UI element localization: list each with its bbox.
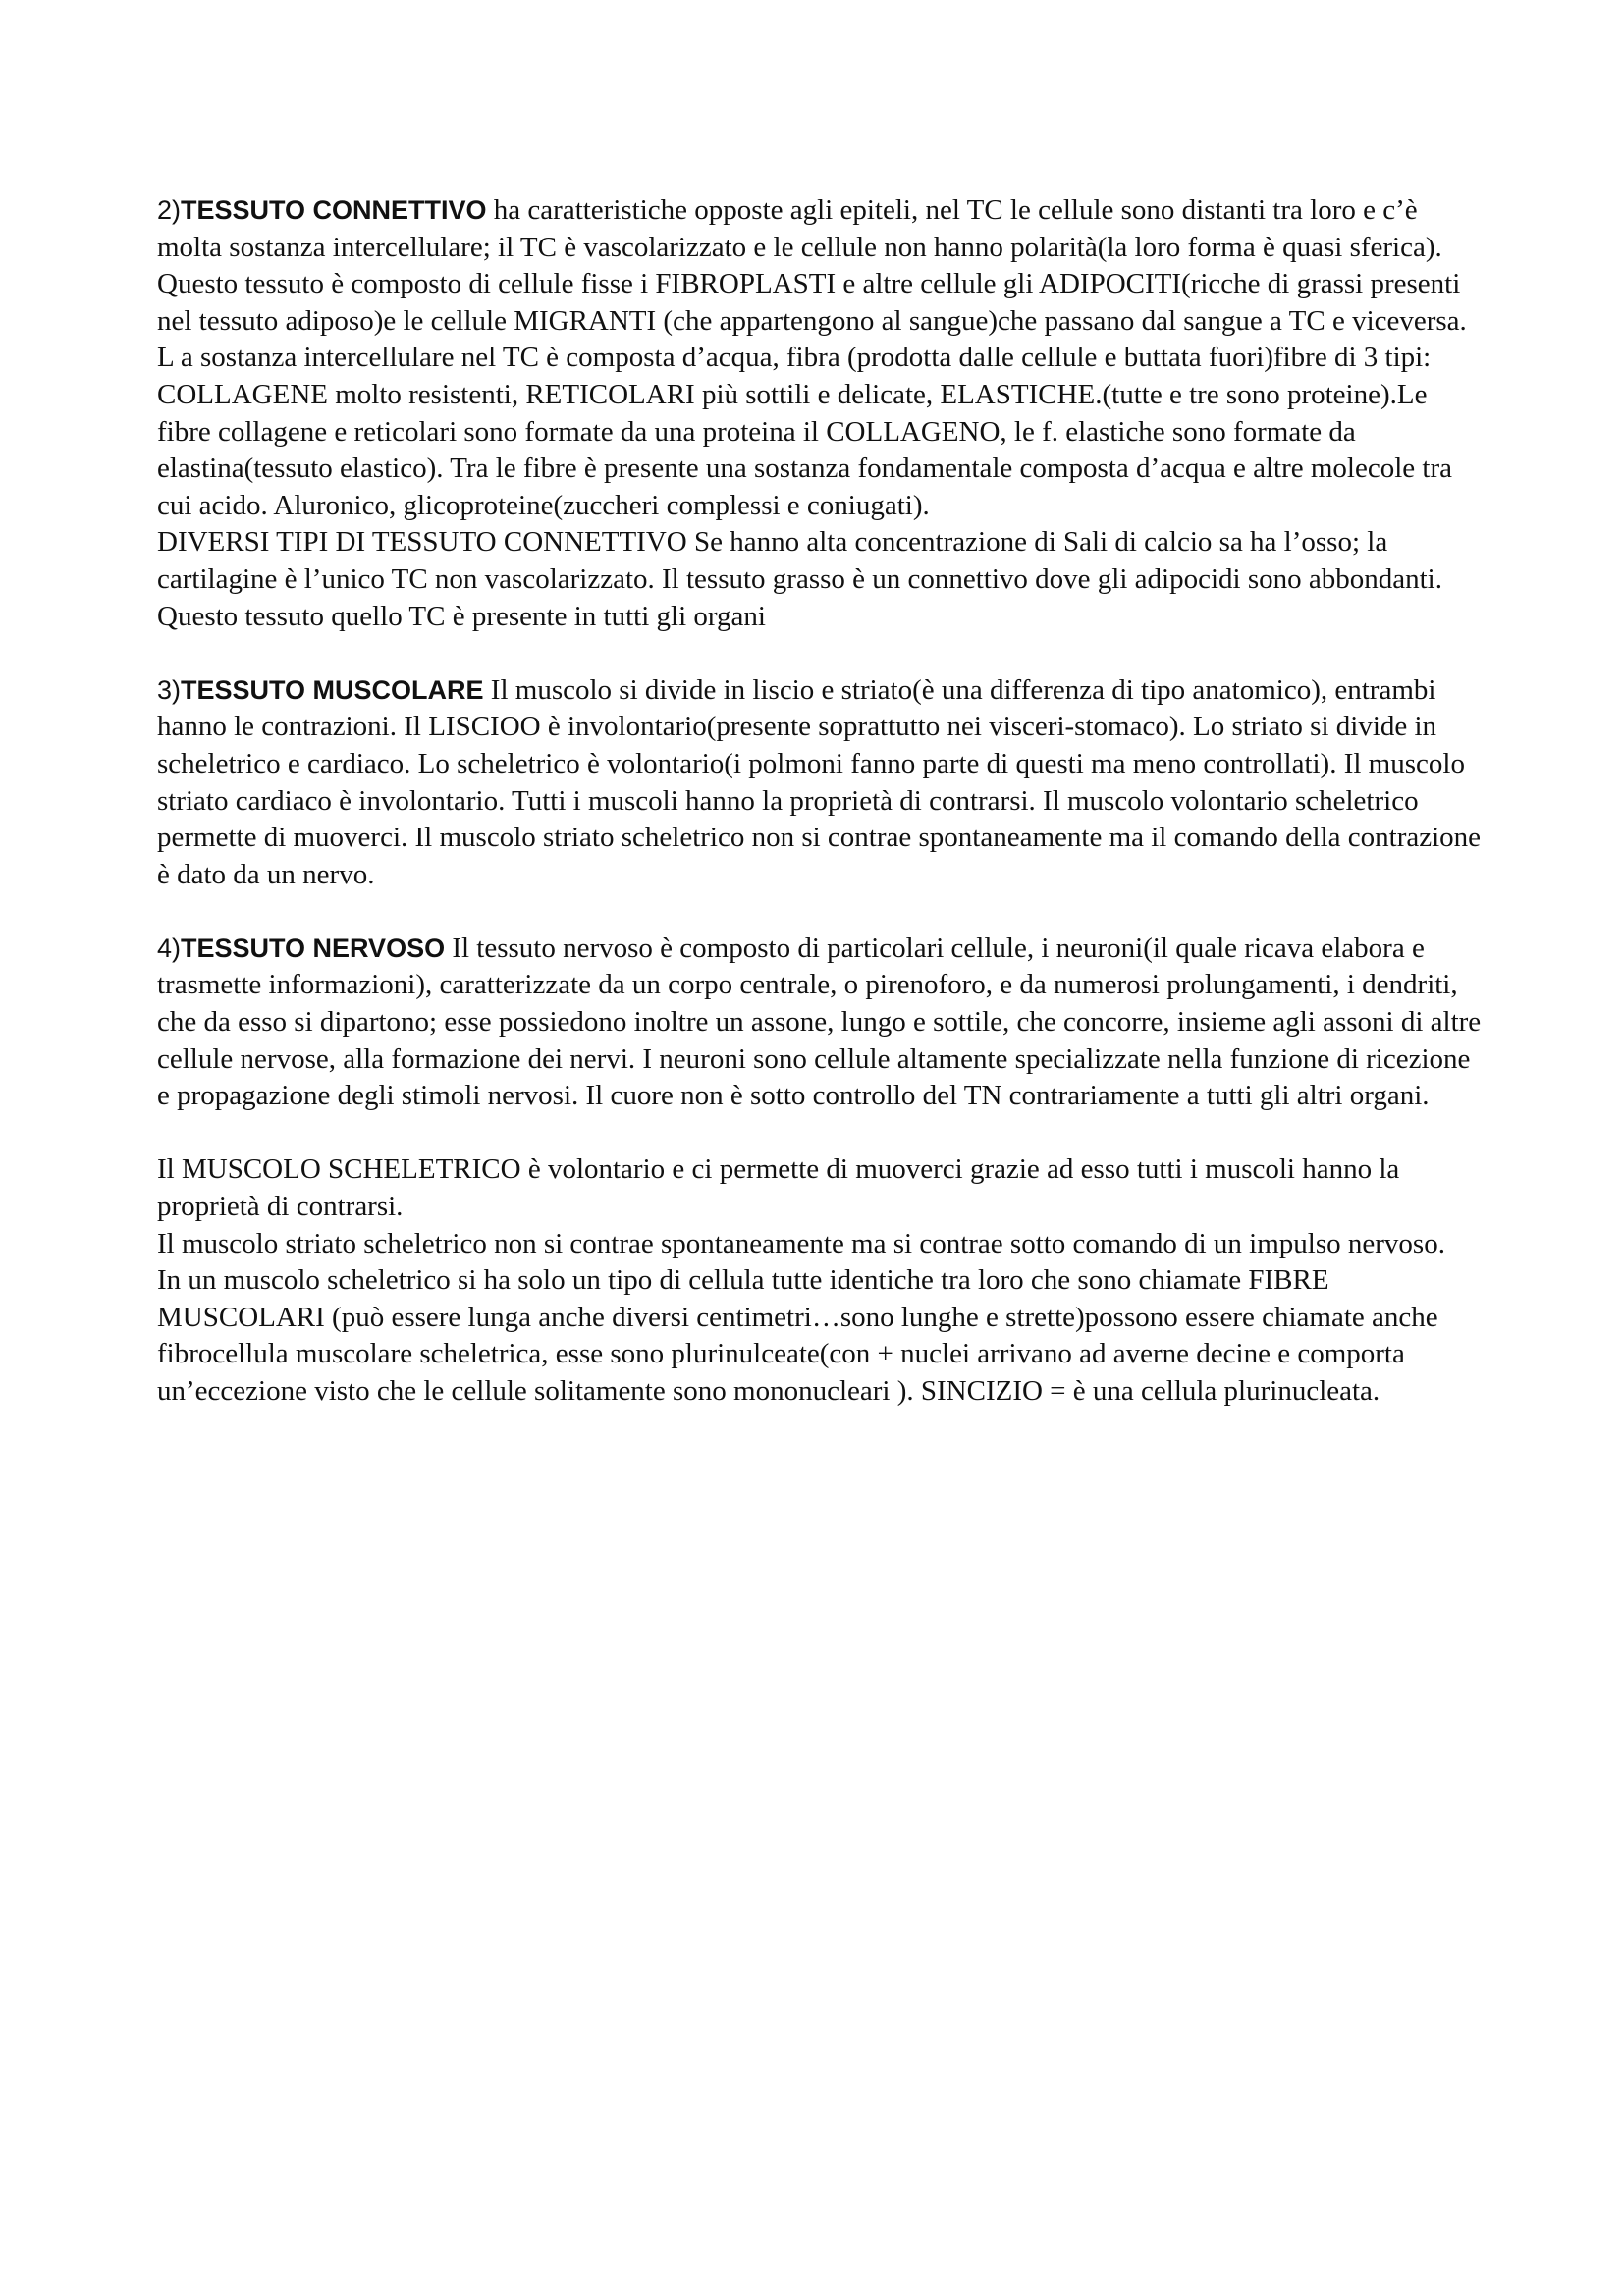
section-number: 2) [157, 195, 182, 225]
section-heading: TESSUTO CONNETTIVO [181, 195, 487, 225]
closing-paragraph-3: In un muscolo scheletrico si ha solo un tipo di cellula tutte identiche tra loro che sono chiamate FIBRE MUSCOLARI (può essere lunga anche diversi centimetri…sono lunghe e strette)possono essere chiamate anche fibrocellula muscolare scheletrica, esse sono plurinulceate(con + nuclei arrivano ad averne decine e comporta un’eccezione visto che le cellule solitamente sono mononucleari ). SINCIZIO = è una cellula plurinucleata. [157, 1264, 1438, 1407]
section-body: Il muscolo si divide in liscio e striato(è una differenza di tipo anatomico), entrambi hanno le contrazioni. Il LISCIOO è involontario(presente soprattutto nei visceri-stomaco). Lo striato si divide in scheletrico e cardiaco. Lo scheletrico è volontario(i polmoni fanno parte di questi ma meno controllati). Il muscolo striato cardiaco è involontario. Tutti i muscoli hanno la proprietà di contrarsi. Il muscolo volontario scheletrico permette di muoverci. Il muscolo striato scheletrico non si contrae spontaneamente ma il comando della contrazione è dato da un nervo. [157, 673, 1482, 890]
document-body [157, 192, 1483, 1411]
section-connettivo [157, 192, 1483, 524]
paragraph-gap [157, 635, 1483, 672]
paragraph-gap [157, 893, 1483, 931]
section-heading: TESSUTO NERVOSO [181, 933, 446, 963]
closing-paragraph-2: Il muscolo striato scheletrico non si contrae spontaneamente ma si contrae sotto comando di un impulso nervoso. [157, 1227, 1445, 1259]
section-number: 4) [157, 933, 182, 963]
section-body: ha caratteristiche opposte agli epiteli, nel TC le cellule sono distanti tra loro e c’è molta sostanza intercellulare; il TC è vascolarizzato e le cellule non hanno polarità(la loro forma è quasi sferica). Questo tessuto è composto di cellule fisse i FIBROPLASTI e altre cellule gli ADIPOCITI(ricche di grassi presenti nel tessuto adiposo)e le cellule MIGRANTI (che appartengono al sangue)che passano dal sangue a TC e viceversa. L a sostanza intercellulare nel TC è composta d’acqua, fibra (prodotta dalle cellule e buttata fuori)fibre di 3 tipi: COLLAGENE molto resistenti, RETICOLARI più sottili e delicate, ELASTICHE.(tutte e tre sono proteine).Le fibre collagene e reticolari sono formate da una proteina il COLLAGENO, le f. elastiche sono formate da elastina(tessuto elastico). Tra le fibre è presente una sostanza fondamentale composta d’acqua e altre molecole tra cui acido. Aluronico, glicoproteine(zuccheri complessi e coniugati). [157, 194, 1467, 521]
closing-paragraph-1: Il MUSCOLO SCHELETRICO è volontario e ci permette di muoverci grazie ad esso tutti i muscoli hanno la proprietà di contrarsi. [157, 1153, 1400, 1223]
section-body: Il tessuto nervoso è composto di particolari cellule, i neuroni(il quale ricava elabora e trasmette informazioni), caratterizzate da un corpo centrale, o pirenoforo, e da numerosi prolungamenti, i dendriti, che da esso si dipartono; esse possiedono inoltre un assone, lungo e sottile, che concorre, insieme agli assoni di altre cellule nervose, alla formazione dei nervi. I neuroni sono cellule altamente specializzate nella funzione di ricezione e propagazione degli stimoli nervosi. Il cuore non è sotto controllo del TN contrariamente a tutti gli altri organi. [157, 932, 1482, 1112]
section-connettivo-types: DIVERSI TIPI DI TESSUTO CONNETTIVO Se hanno alta concentrazione di Sali di calcio sa ha l’osso; la cartilagine è l’unico TC non vascolarizzato. Il tessuto grasso è un connettivo dove gli adipocidi sono abbondanti. Questo tessuto quello TC è presente in tutti gli organi [157, 526, 1442, 632]
section-nervoso [157, 931, 1483, 1115]
section-number: 3) [157, 674, 182, 705]
section-muscolare [157, 672, 1483, 894]
paragraph-gap [157, 1115, 1483, 1152]
section-heading: TESSUTO MUSCOLARE [181, 674, 484, 705]
